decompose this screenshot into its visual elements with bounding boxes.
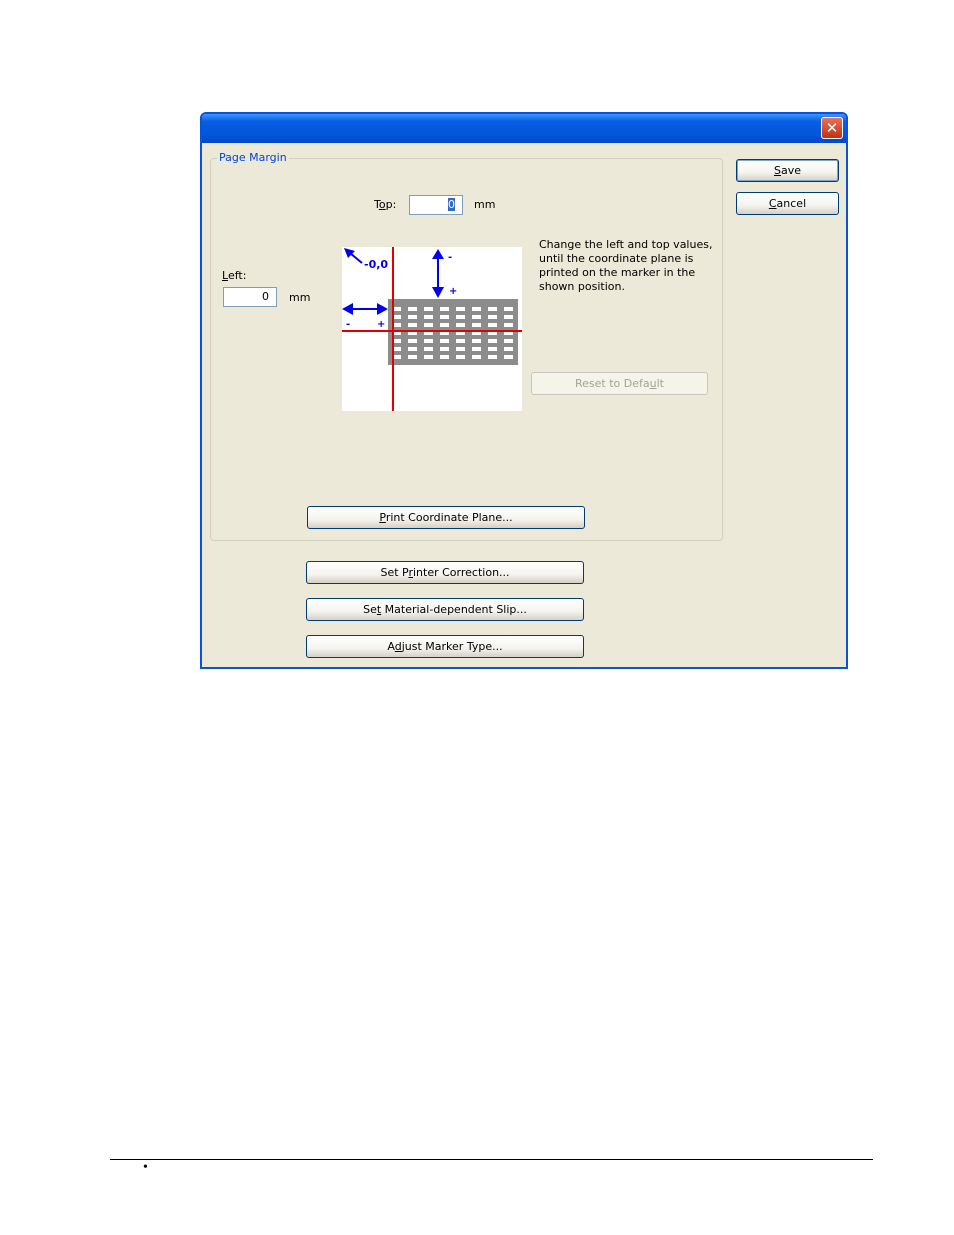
- adjust-marker-type-button[interactable]: Adjust Marker Type...: [306, 635, 584, 658]
- left-unit: mm: [289, 291, 311, 304]
- top-value: 0: [448, 198, 455, 211]
- reset-to-default-button[interactable]: Reset to Default: [531, 372, 708, 395]
- title-bar[interactable]: [202, 114, 846, 143]
- save-button[interactable]: Save: [736, 159, 839, 182]
- coordinate-plane-diagram: [342, 247, 522, 411]
- group-title: Page Margin: [219, 151, 287, 164]
- cancel-button[interactable]: Cancel: [736, 192, 839, 215]
- left-plus-sign: +: [377, 319, 386, 330]
- set-material-dependent-slip-button[interactable]: Set Material-dependent Slip...: [306, 598, 584, 621]
- footer-rule: [110, 1159, 873, 1160]
- close-icon: ✕: [825, 119, 839, 137]
- footer-bullet: •: [143, 1160, 148, 1175]
- left-input[interactable]: [223, 287, 277, 307]
- top-unit: mm: [474, 198, 496, 211]
- print-coordinate-plane-button[interactable]: Print Coordinate Plane...: [307, 506, 585, 529]
- top-input[interactable]: [409, 195, 463, 215]
- top-plus-sign: +: [449, 286, 458, 297]
- set-printer-correction-button[interactable]: Set Printer Correction...: [306, 561, 584, 584]
- close-button[interactable]: [821, 117, 843, 139]
- top-minus-sign: -: [448, 252, 453, 263]
- top-label: Top:: [374, 198, 397, 211]
- left-value: 0: [262, 290, 269, 303]
- instructions-text: Change the left and top values, until the coordinate plane is printed on the marker in the shown position.: [539, 238, 713, 293]
- left-label: Left:: [222, 269, 247, 282]
- origin-label: -0,0: [364, 258, 389, 271]
- page-margin-group: [210, 151, 723, 541]
- left-minus-sign: -: [346, 319, 351, 330]
- page-margin-dialog: [200, 112, 848, 669]
